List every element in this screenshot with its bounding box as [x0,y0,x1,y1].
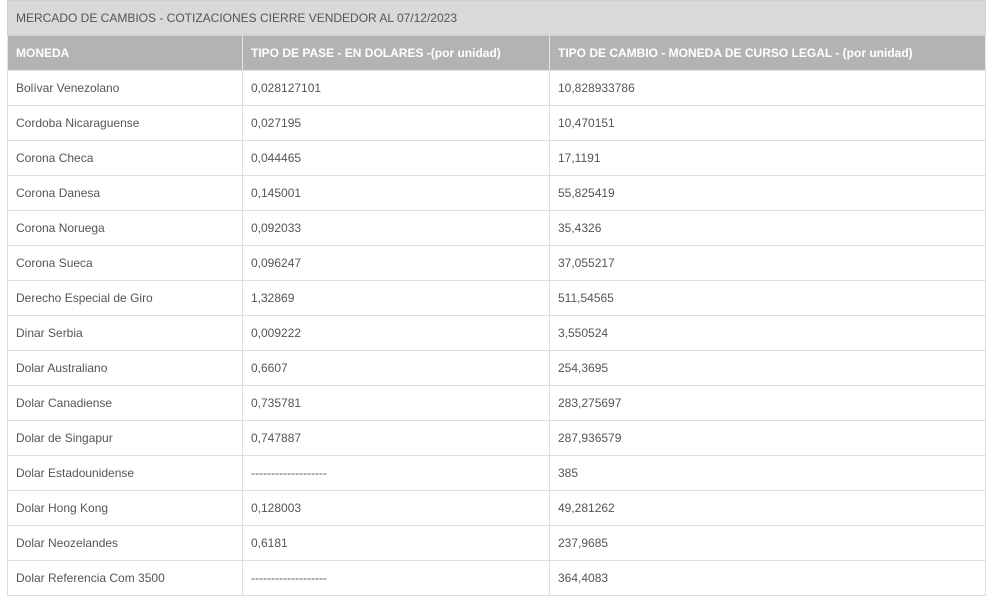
table-row [8,561,986,596]
table-row [8,141,986,176]
column-header-tipo-de-cambio: TIPO DE CAMBIO - MONEDA DE CURSO LEGAL - (por unidad) [550,36,986,71]
tipo-cambio-cell: 37,055217 [550,246,986,281]
tipo-cambio-cell: 55,825419 [550,176,986,211]
currency-name-cell: Dinar Serbia [8,316,243,351]
table-row [8,386,986,421]
pase-dolares-cell: 0,027195 [243,106,550,141]
currency-name-cell: Corona Sueca [8,246,243,281]
tipo-cambio-cell: 364,4083 [550,561,986,596]
pase-dolares-cell: 0,044465 [243,141,550,176]
currency-name-cell: Dolar de Singapur [8,421,243,456]
table-row [8,421,986,456]
pase-dolares-cell: 1,32869 [243,281,550,316]
table-row [8,211,986,246]
table-row [8,71,986,106]
tipo-cambio-cell: 254,3695 [550,351,986,386]
table-row [8,491,986,526]
table-row [8,106,986,141]
pase-dolares-cell: 0,747887 [243,421,550,456]
currency-name-cell: Dolar Australiano [8,351,243,386]
pase-dolares-cell: 0,145001 [243,176,550,211]
tipo-cambio-cell: 17,1191 [550,141,986,176]
tipo-cambio-cell: 237,9685 [550,526,986,561]
table-header-row [8,36,986,71]
table-row [8,246,986,281]
table-body [8,71,986,596]
table-row [8,176,986,211]
tipo-cambio-cell: 511,54565 [550,281,986,316]
column-header-moneda: MONEDA [8,36,243,71]
table-row [8,281,986,316]
table-title: MERCADO DE CAMBIOS - COTIZACIONES CIERRE VENDEDOR AL 07/12/2023 [8,1,986,36]
currency-name-cell: Bolívar Venezolano [8,71,243,106]
currency-name-cell: Corona Noruega [8,211,243,246]
pase-dolares-cell: 0,092033 [243,211,550,246]
pase-dolares-cell: 0,009222 [243,316,550,351]
pase-dolares-cell: ------------------- [243,561,550,596]
pase-dolares-cell: 0,028127101 [243,71,550,106]
pase-dolares-cell: 0,6181 [243,526,550,561]
pase-dolares-cell: 0,096247 [243,246,550,281]
tipo-cambio-cell: 10,828933786 [550,71,986,106]
exchange-rates-table-container [7,0,985,596]
currency-name-cell: Corona Danesa [8,176,243,211]
tipo-cambio-cell: 287,936579 [550,421,986,456]
tipo-cambio-cell: 3,550524 [550,316,986,351]
currency-name-cell: Dolar Estadounidense [8,456,243,491]
tipo-cambio-cell: 49,281262 [550,491,986,526]
table-row [8,526,986,561]
tipo-cambio-cell: 385 [550,456,986,491]
currency-name-cell: Corona Checa [8,141,243,176]
pase-dolares-cell: 0,6607 [243,351,550,386]
currency-name-cell: Derecho Especial de Giro [8,281,243,316]
pase-dolares-cell: 0,735781 [243,386,550,421]
currency-name-cell: Dolar Neozelandes [8,526,243,561]
currency-name-cell: Dolar Referencia Com 3500 [8,561,243,596]
tipo-cambio-cell: 10,470151 [550,106,986,141]
table-row [8,456,986,491]
currency-name-cell: Cordoba Nicaraguense [8,106,243,141]
table-row [8,316,986,351]
column-header-tipo-de-pase: TIPO DE PASE - EN DOLARES -(por unidad) [243,36,550,71]
table-row [8,351,986,386]
pase-dolares-cell: 0,128003 [243,491,550,526]
pase-dolares-cell: ------------------- [243,456,550,491]
currency-name-cell: Dolar Canadiense [8,386,243,421]
exchange-rates-table [7,0,986,596]
tipo-cambio-cell: 35,4326 [550,211,986,246]
tipo-cambio-cell: 283,275697 [550,386,986,421]
table-title-row [8,1,986,36]
currency-name-cell: Dolar Hong Kong [8,491,243,526]
